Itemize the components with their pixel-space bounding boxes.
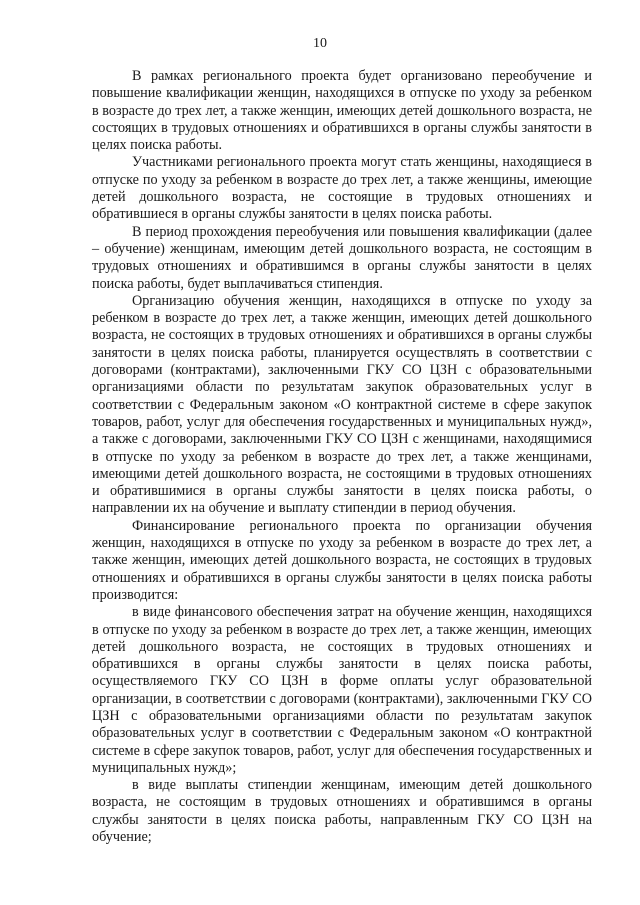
paragraph-financing-stipend: в виде выплаты стипендии женщинам, имеющим детей дошкольного возраста, не состоящим в трудовых отношениях и обратившимся в органы службы занятости в целях поиска работы, направленным ГКУ СО ЦЗН на обучение; (92, 777, 592, 846)
paragraph-project-training: В рамках регионального проекта будет организовано переобучение и повышение квалификации женщин, находящихся в отпуске по уходу за ребенком в возрасте до трех лет, а также женщин, имеющих детей дошкольного возраста, не состоящих в трудовых отношениях и обратившихся в органы службы занятости в целях поиска работы. (92, 68, 592, 154)
page-number: 10 (313, 36, 327, 51)
paragraph-financing: Финансирование регионального проекта по организации обучения женщин, находящихся в отпуске по уходу за ребенком в возрасте до трех лет, а также женщин, имеющих детей дошкольного возраста, не состоящих в трудовых отношениях и обратившихся в органы службы занятости в целях поиска работы производится: (92, 517, 592, 603)
paragraph-participants: Участниками регионального проекта могут стать женщины, находящиеся в отпуске по уходу за ребенком в возрасте до трех лет, а также женщины, имеющие детей дошкольного возраста, не состоящие в трудовых отношениях и обратившиеся в органы службы занятости в целях поиска работы. (92, 154, 592, 223)
paragraph-stipend: В период прохождения переобучения или повышения квалификации (далее – обучение) женщинам, имеющим детей дошкольного возраста, не состоящим в трудовых отношениях и обратившимся в органы службы занятости в целях поиска работы, будет выплачиваться стипендия. (92, 223, 592, 292)
paragraph-financing-training-costs: в виде финансового обеспечения затрат на обучение женщин, находящихся в отпуске по уходу за ребенком в возрасте до трех лет, а также женщин, имеющих детей дошкольного возраста, не состоящих в трудовых отношениях и обратившихся в органы службы занятости в целях поиска работы, осуществляемого ГКУ СО ЦЗН в форме оплаты услуг образовательной организации, в соответствии с договорами (контрактами), заключенными ГКУ СО ЦЗН с образовательными организациями области по результатам закупок образовательных услуг в соответствии с Федеральным законом «О контрактной системе в сфере закупок товаров, работ, услуг для обеспечения государственных и муниципальных нужд»; (92, 604, 592, 776)
paragraph-organization: Организацию обучения женщин, находящихся в отпуске по уходу за ребенком в возрасте до трех лет, а также женщин, имеющих детей дошкольного возраста, не состоящих в трудовых отношениях и обратившихся в органы службы занятости в целях поиска работы, планируется осуществлять в соответствии с договорами (контрактами), заключенными ГКУ СО ЦЗН с образовательными организациями области по результатам закупок образовательных услуг в соответствии с Федеральным законом «О контрактной системе в сфере закупок товаров, работ, услуг для обеспечения государственных и муниципальных нужд», а также с договорами, заключенными ГКУ СО ЦЗН с женщинами, находящимися в отпуске по уходу за ребенком в возрасте до трех лет, а также женщинами, имеющими детей дошкольного возраста, не состоящими в трудовых отношениях и обратившимися в органы службы занятости в целях поиска работы, о направлении их на обучение и выплату стипендии в период обучения. (92, 292, 592, 517)
body-text (92, 68, 592, 846)
